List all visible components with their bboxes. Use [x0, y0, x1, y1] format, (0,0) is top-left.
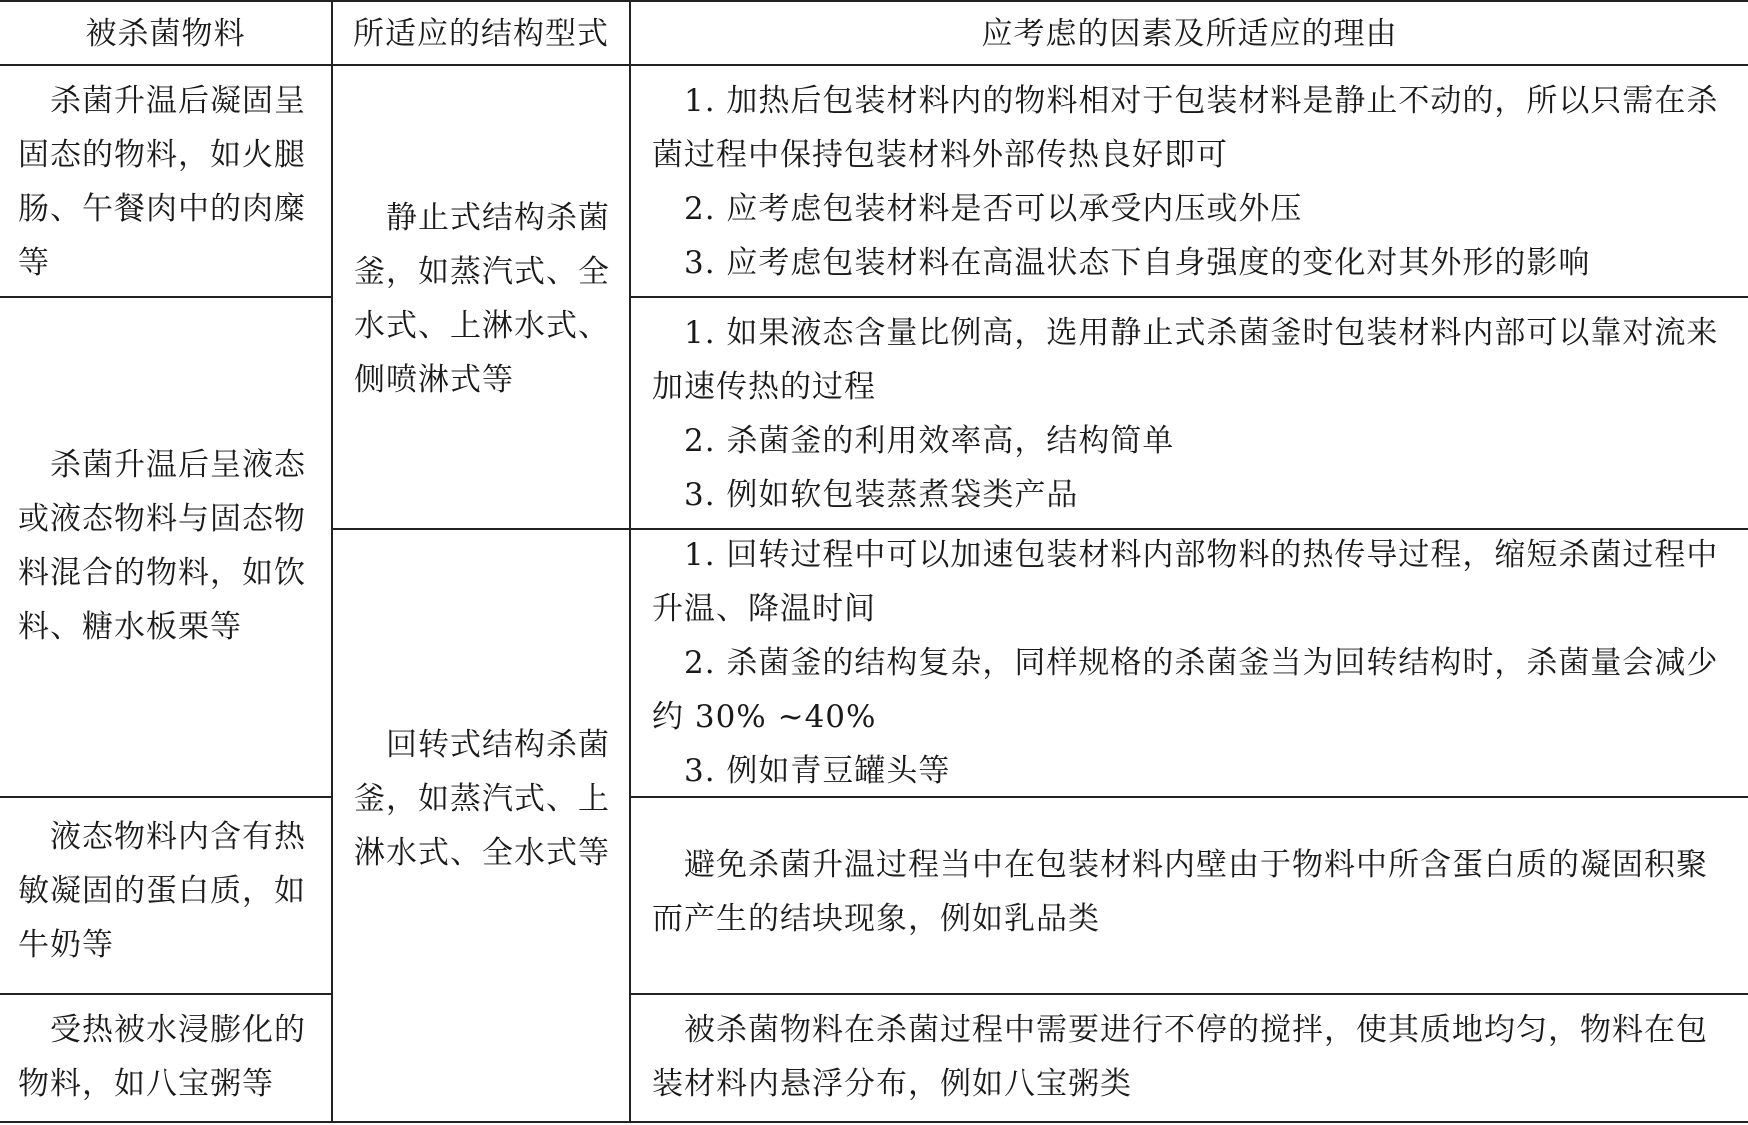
rule-col3-row1: [630, 296, 1748, 298]
reason-item: 3. 例如青豆罐头等: [684, 753, 951, 789]
reason-item: 被杀菌物料在杀菌过程中需要进行不停的搅拌，使其质地均匀，物料在包装材料内悬浮分布，例如八宝粥类: [652, 1012, 1708, 1102]
header-structure: 所适应的结构型式: [353, 16, 609, 52]
reason-item: 2. 应考虑包装材料是否可以承受内压或外压: [684, 191, 1303, 227]
material-swelling: 受热被水浸膨化的物料，如八宝粥等: [18, 1012, 306, 1102]
material-protein: 液态物料内含有热敏凝固的蛋白质，如牛奶等: [18, 819, 306, 963]
rule-bottom: [0, 1121, 1748, 1123]
rule-col1-row3: [0, 993, 332, 995]
reason-item: 1. 如果液态含量比例高，选用静止式杀菌釜时包装材料内部可以靠对流来加速传热的过程: [652, 315, 1719, 405]
header-reason: 应考虑的因素及所适应的理由: [981, 16, 1398, 52]
reason-item: 避免杀菌升温过程当中在包装材料内壁由于物料中所含蛋白质的凝固积聚而产生的结块现象，例如乳品类: [652, 847, 1708, 937]
rule-col1-right: [331, 0, 333, 1123]
structure-rotary: 回转式结构杀菌釜，如蒸汽式、上淋水式、全水式等: [354, 727, 610, 871]
reasons-rotary-protein: [652, 838, 1736, 946]
reason-item: 2. 杀菌釜的利用效率高，结构简单: [684, 423, 1175, 459]
header-material: 被杀菌物料: [85, 16, 246, 52]
reason-item: 1. 加热后包装材料内的物料相对于包装材料是静止不动的，所以只需在杀菌过程中保持包装材料外部传热良好即可: [652, 83, 1719, 173]
rule-col1-row1: [0, 296, 332, 298]
reasons-rotary-swelling: [652, 1003, 1736, 1111]
rule-col1-row2: [0, 796, 332, 798]
rule-col2-right: [629, 0, 631, 1123]
rule-col3-row4: [630, 993, 1748, 995]
reason-item: 3. 例如软包装蒸煮袋类产品: [684, 477, 1079, 513]
material-liquid-mixed: 杀菌升温后呈液态或液态物料与固态物料混合的物料，如饮料、糖水板栗等: [18, 447, 306, 645]
reason-item: 2. 杀菌釜的结构复杂，同样规格的杀菌釜当为回转结构时，杀菌量会减少约 30% ~40%: [652, 645, 1719, 735]
reasons-rotary-liquid: [652, 528, 1736, 798]
rule-col2-mid: [332, 528, 630, 530]
reasons-static-solid: [652, 74, 1736, 290]
reasons-static-liquid: [652, 306, 1736, 522]
reason-item: 1. 回转过程中可以加速包装材料内部物料的热传导过程，缩短杀菌过程中升温、降温时间: [652, 537, 1719, 627]
material-solid: 杀菌升温后凝固呈固态的物料，如火腿肠、午餐肉中的肉糜等: [18, 83, 306, 281]
structure-static: 静止式结构杀菌釜，如蒸汽式、全水式、上淋水式、侧喷淋式等: [354, 200, 610, 398]
reason-item: 3. 应考虑包装材料在高温状态下自身强度的变化对其外形的影响: [684, 245, 1591, 281]
